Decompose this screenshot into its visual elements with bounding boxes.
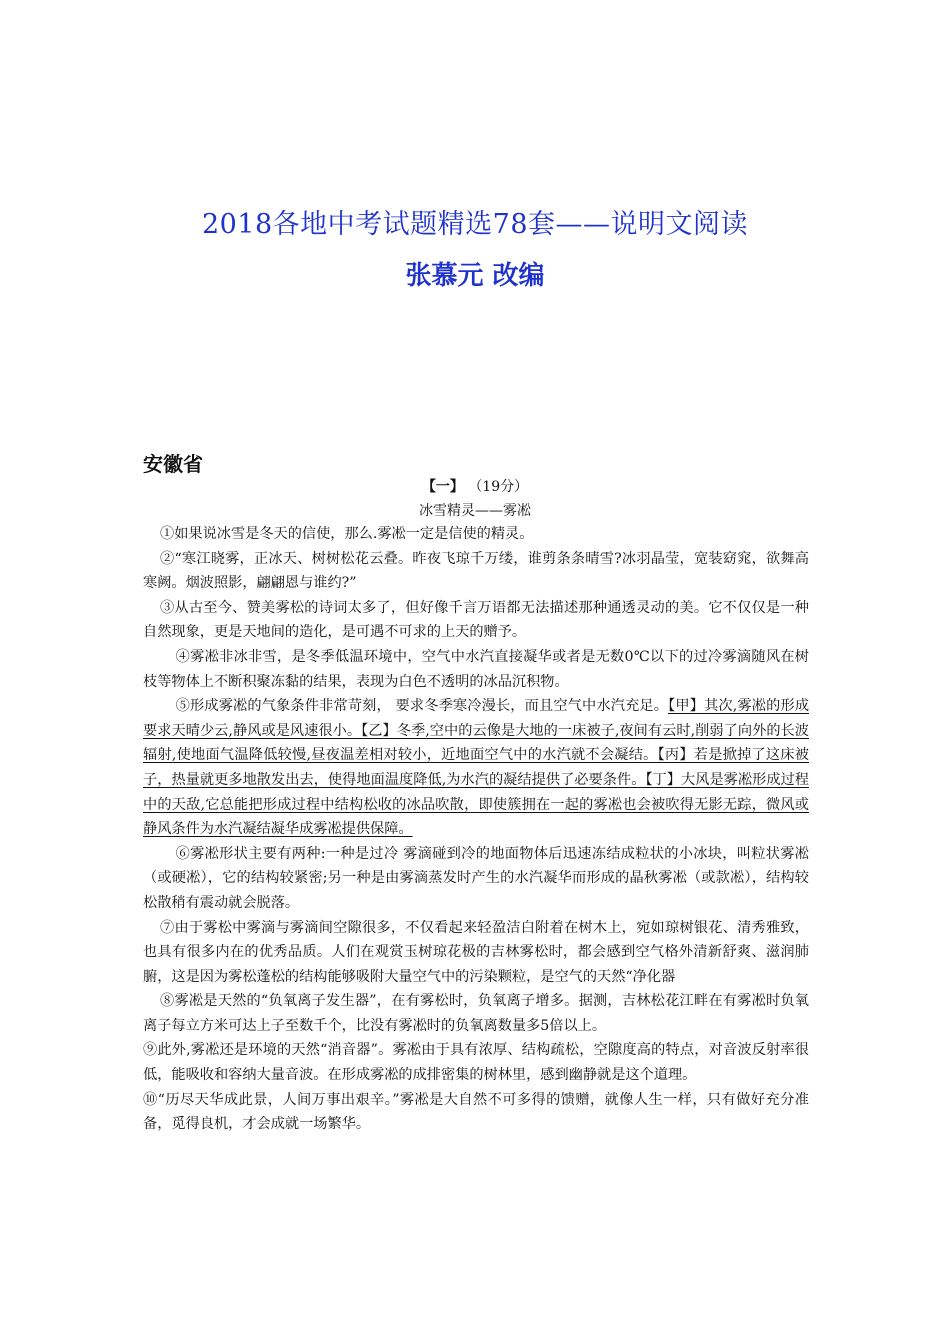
paragraph-8: ⑧雾凇是天然的“负氧离子发生器”，在有雾松时，负氧离子增多。据测，吉林松花江畔在有雾凇时负氧离子每立方米可达上子至数千个，比没有雾凇时的负氧离数量多5倍以上。 (143, 993, 809, 1034)
section-label (0, 476, 950, 496)
paragraph-3: ③从古至今、赞美雾松的诗词太多了，但好像千言万语都无法描述那种通透灵动的美。它不仅仅是一种自然现象，更是天地间的造化，是可遇不可求的上天的赠予。 (143, 599, 809, 641)
paragraph-7: ⑦由于雾松中雾滴与雾滴间空隙很多，不仅看起来轻盈洁白附着在树木上，宛如琼树银花、清秀雅致，也具有很多内在的优秀品质。人们在观赏玉树琼花极的吉林雾松时，都会感到空气格外清新舒爽、滋润肺腑，这是因为雾松蓬松的结构能够吸附大量空气中的污染颗粒，是空气的天然“净化器 (143, 919, 809, 985)
paragraph-5-lead: ⑤形成雾凇的气象条件非常苛刻， 要求冬季寒冷漫长，而且空气中水汽充足。 (175, 698, 669, 715)
section-number: 【一】 (421, 479, 464, 495)
paragraph-5 (143, 694, 809, 842)
province-heading: 安徽省 (143, 452, 203, 476)
document-author: 张慕元 改编 (405, 261, 545, 291)
article-title: 冰雪精灵——雾凇 (419, 503, 531, 519)
paragraph-1: ①如果说冰雪是冬天的信使，那么.雾凇一定是信使的精灵。 (160, 526, 534, 542)
paragraph-2: ②“寒江晓雾，正冰天、树树松花云叠。昨夜飞琼千万缕，谁剪条条晴雪?冰羽晶莹，宽装窈窕，欲舞高寒阙。烟波照影，翩翩恩与谁约?” (143, 550, 809, 592)
section-points: （19分） (468, 479, 529, 495)
paragraph-6: ⑥雾凇形状主要有两种:一种是过冷 雾滴碰到冷的地面物体后迅速冻结成粒状的小冰块，叫粒状雾凇（或硬凇），它的结构较紧密;另一种是由雾滴蒸发时产生的水汽凝华而形成的晶秋雾凇（或款凇），结构较松散稍有震动就会脱落。 (143, 845, 809, 911)
paragraph-9: ⑨此外,雾凇还是环境的天然“消音器”。雾凇由于具有浓厚、结构疏松，空隙度高的特点，对音波反射率很低，能吸收和容纳大量音波。在形成雾凇的成排密集的树林里，感到幽静就是这个道理。 (143, 1042, 809, 1084)
paragraph-5-underlined: 【甲】其次,雾凇的形成要求天晴少云,静风或是风速很小。【乙】冬季,空中的云像是大地的一床被子,夜间有云时,削弱了向外的长波辐射,使地面气温降低较慢,昼夜温差相对较小，近地面空气中的水汽就不会凝结。【丙】若是掀掉了这床被子，热量就更多地散发出去，使得地面温度降低,为水汽的凝结提供了必要条件。【丁】大风是雾凇形成过程中的天敌,它总能把形成过程中结构松收的冰品吹散，即使簇拥在一起的雾凇也会被吹得无影无踪，微风或静风条件为水汽凝结凝华成雾凇提供保障。 (143, 698, 810, 838)
paragraph-4: ④雾凇非冰非雪，是冬季低温环境中，空气中水汽直接凝华或者是无数0℃以下的过冷雾滴随风在树枝等物体上不断积聚冻黏的结果，表现为白色不透明的冰品沉积物。 (143, 648, 809, 690)
document-title: 2018各地中考试题精选78套——说明文阅读 (201, 209, 749, 240)
paragraph-10: ⑩“历尽天华成此景，人间万事出艰辛。”雾凇是大自然不可多得的馈赠，就像人生一样，只有做好充分准备，觅得良机，才会成就一场繁华。 (143, 1091, 809, 1133)
article-body (143, 522, 809, 1137)
